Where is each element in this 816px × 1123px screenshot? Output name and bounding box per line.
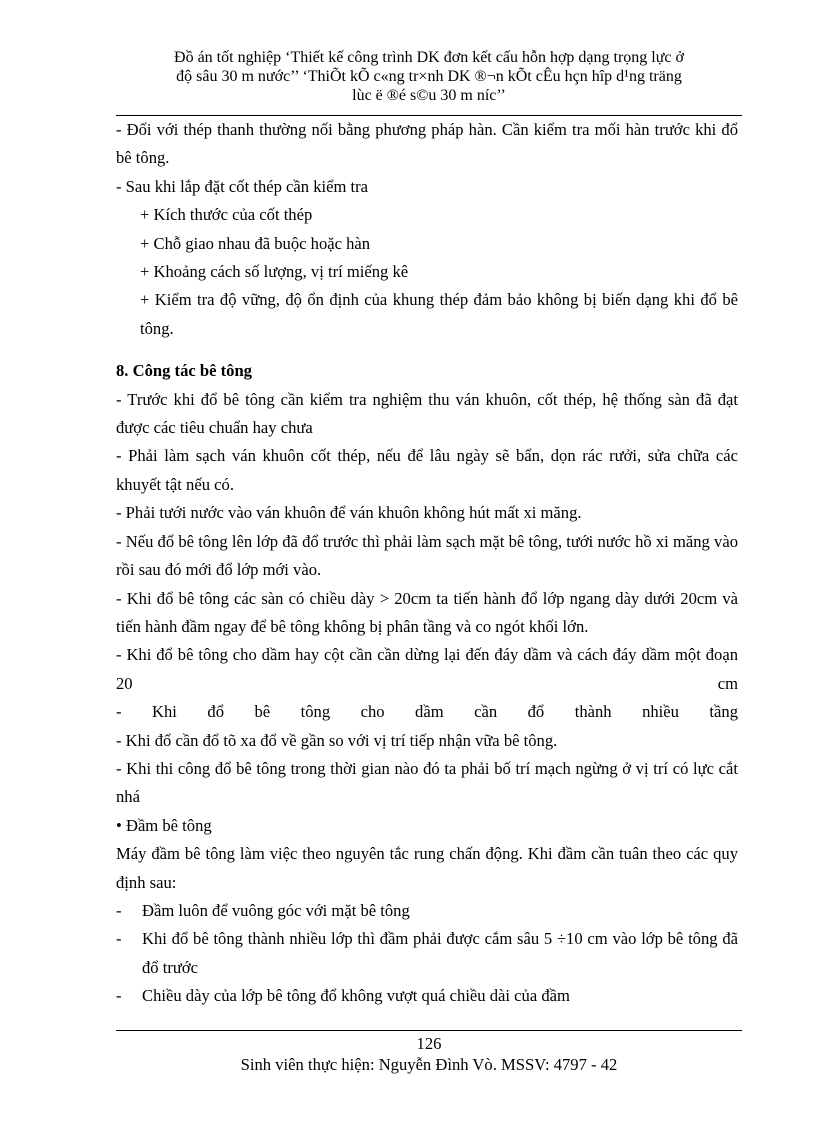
document-body (116, 116, 738, 1011)
paragraph: - Khi thi công đổ bê tông trong thời gian nào đó ta phải bố trí mạch ngừng ở vị trí có lực cắt nhá (116, 758, 738, 807)
check-item: + Kích thước của cốt thép (140, 205, 313, 225)
header-line-1: Đồ án tốt nghiệp ‘Thiết kế công trình DK đơn kết cấu hỗn hợp dạng trọng lực ở (174, 49, 684, 66)
dash-list-item (116, 982, 738, 1010)
dash-item-text: Chiều dày của lớp bê tông đổ không vượt quá chiều dài của đầm (142, 986, 570, 1006)
check-item: + Khoảng cách số lượng, vị trí miếng kê (140, 262, 409, 282)
bullet-heading: • Đầm bê tông (116, 815, 212, 835)
page-number: 126 (416, 1034, 442, 1053)
paragraph: - Khi đổ bê tông cho dầm cần đổ thành nhiều tầng (116, 702, 738, 722)
paragraph: - Trước khi đổ bê tông cần kiểm tra nghiệm thu ván khuôn, cốt thép, hệ thống sàn đã đạt được các tiêu chuẩn hay chưa (116, 389, 738, 438)
dash-list-item (116, 925, 738, 982)
header-line-3: lùc ë ®é s©u 30 m níc’’ (352, 87, 506, 104)
section-heading: 8. Công tác bê tông (116, 361, 252, 381)
paragraph: - Phải làm sạch ván khuôn cốt thép, nếu để lâu ngày sẽ bẩn, dọn rác rưởi, sửa chữa các khuyết tật nếu có. (116, 446, 738, 494)
paragraph: - Sau khi lắp đặt cốt thép cần kiểm tra (116, 176, 369, 196)
paragraph: Máy đầm bê tông làm việc theo nguyên tắc rung chấn động. Khi đầm cần tuân theo các quy định sau: (116, 844, 738, 892)
paragraph: - Phải tưới nước vào ván khuôn để ván khuôn không hút mất xi măng. (116, 503, 582, 523)
paragraph: - Khi đổ bê tông các sàn có chiều dày > 20cm ta tiến hành đổ lớp ngang dày dưới 20cm và tiến hành đầm ngay để bê tông không bị phân tầng và co ngót khối lớn. (116, 588, 738, 636)
paragraph: - Đối với thép thanh thường nối bằng phương pháp hàn. Cần kiểm tra mối hàn trước khi đổ bê tông. (116, 120, 738, 168)
dash-item-text: Khi đổ bê tông thành nhiều lớp thì đầm phải được cắm sâu 5 ÷10 cm vào lớp bê tông đã đổ trước (142, 929, 738, 977)
footer-divider (116, 1030, 742, 1031)
paragraph: - Khi đổ cần đổ tõ xa đổ về gần so với vị trí tiếp nhận vữa bê tông. (116, 730, 558, 750)
section-spacer (116, 343, 738, 357)
paragraph: - Nếu đổ bê tông lên lớp đã đổ trước thì phải làm sạch mặt bê tông, tưới nước hồ xi măng vào rồi sau đó mới đổ lớp mới vào. (116, 531, 738, 580)
page-header (116, 48, 742, 105)
check-item: + Kiểm tra độ vững, độ ổn định của khung thép đảm bảo không bị biến dạng khi đổ bê tông. (140, 290, 738, 338)
page-footer: Sinh viên thực hiện: Nguyễn Đình Vò. MSSV: 4797 - 42 (240, 1055, 618, 1074)
paragraph: - Khi đổ bê tông cho dầm hay cột cần cần dừng lại đến đáy dầm và cách đáy dầm một đoạn 20 cm (116, 645, 738, 693)
dash-mark: - (116, 900, 122, 920)
dash-list-item (116, 897, 738, 925)
dash-mark: - (116, 986, 122, 1006)
dash-item-text: Đầm luôn để vuông góc với mặt bê tông (142, 900, 410, 920)
header-line-2: độ sâu 30 m nước’’ ‘ThiÕt kÕ c«ng tr×nh DK ®¬n kÕt cÊu hçn hîp d¹ng träng (176, 68, 682, 85)
check-item: + Chỗ giao nhau đã buộc hoặc hàn (140, 233, 371, 253)
dash-mark: - (116, 929, 122, 949)
